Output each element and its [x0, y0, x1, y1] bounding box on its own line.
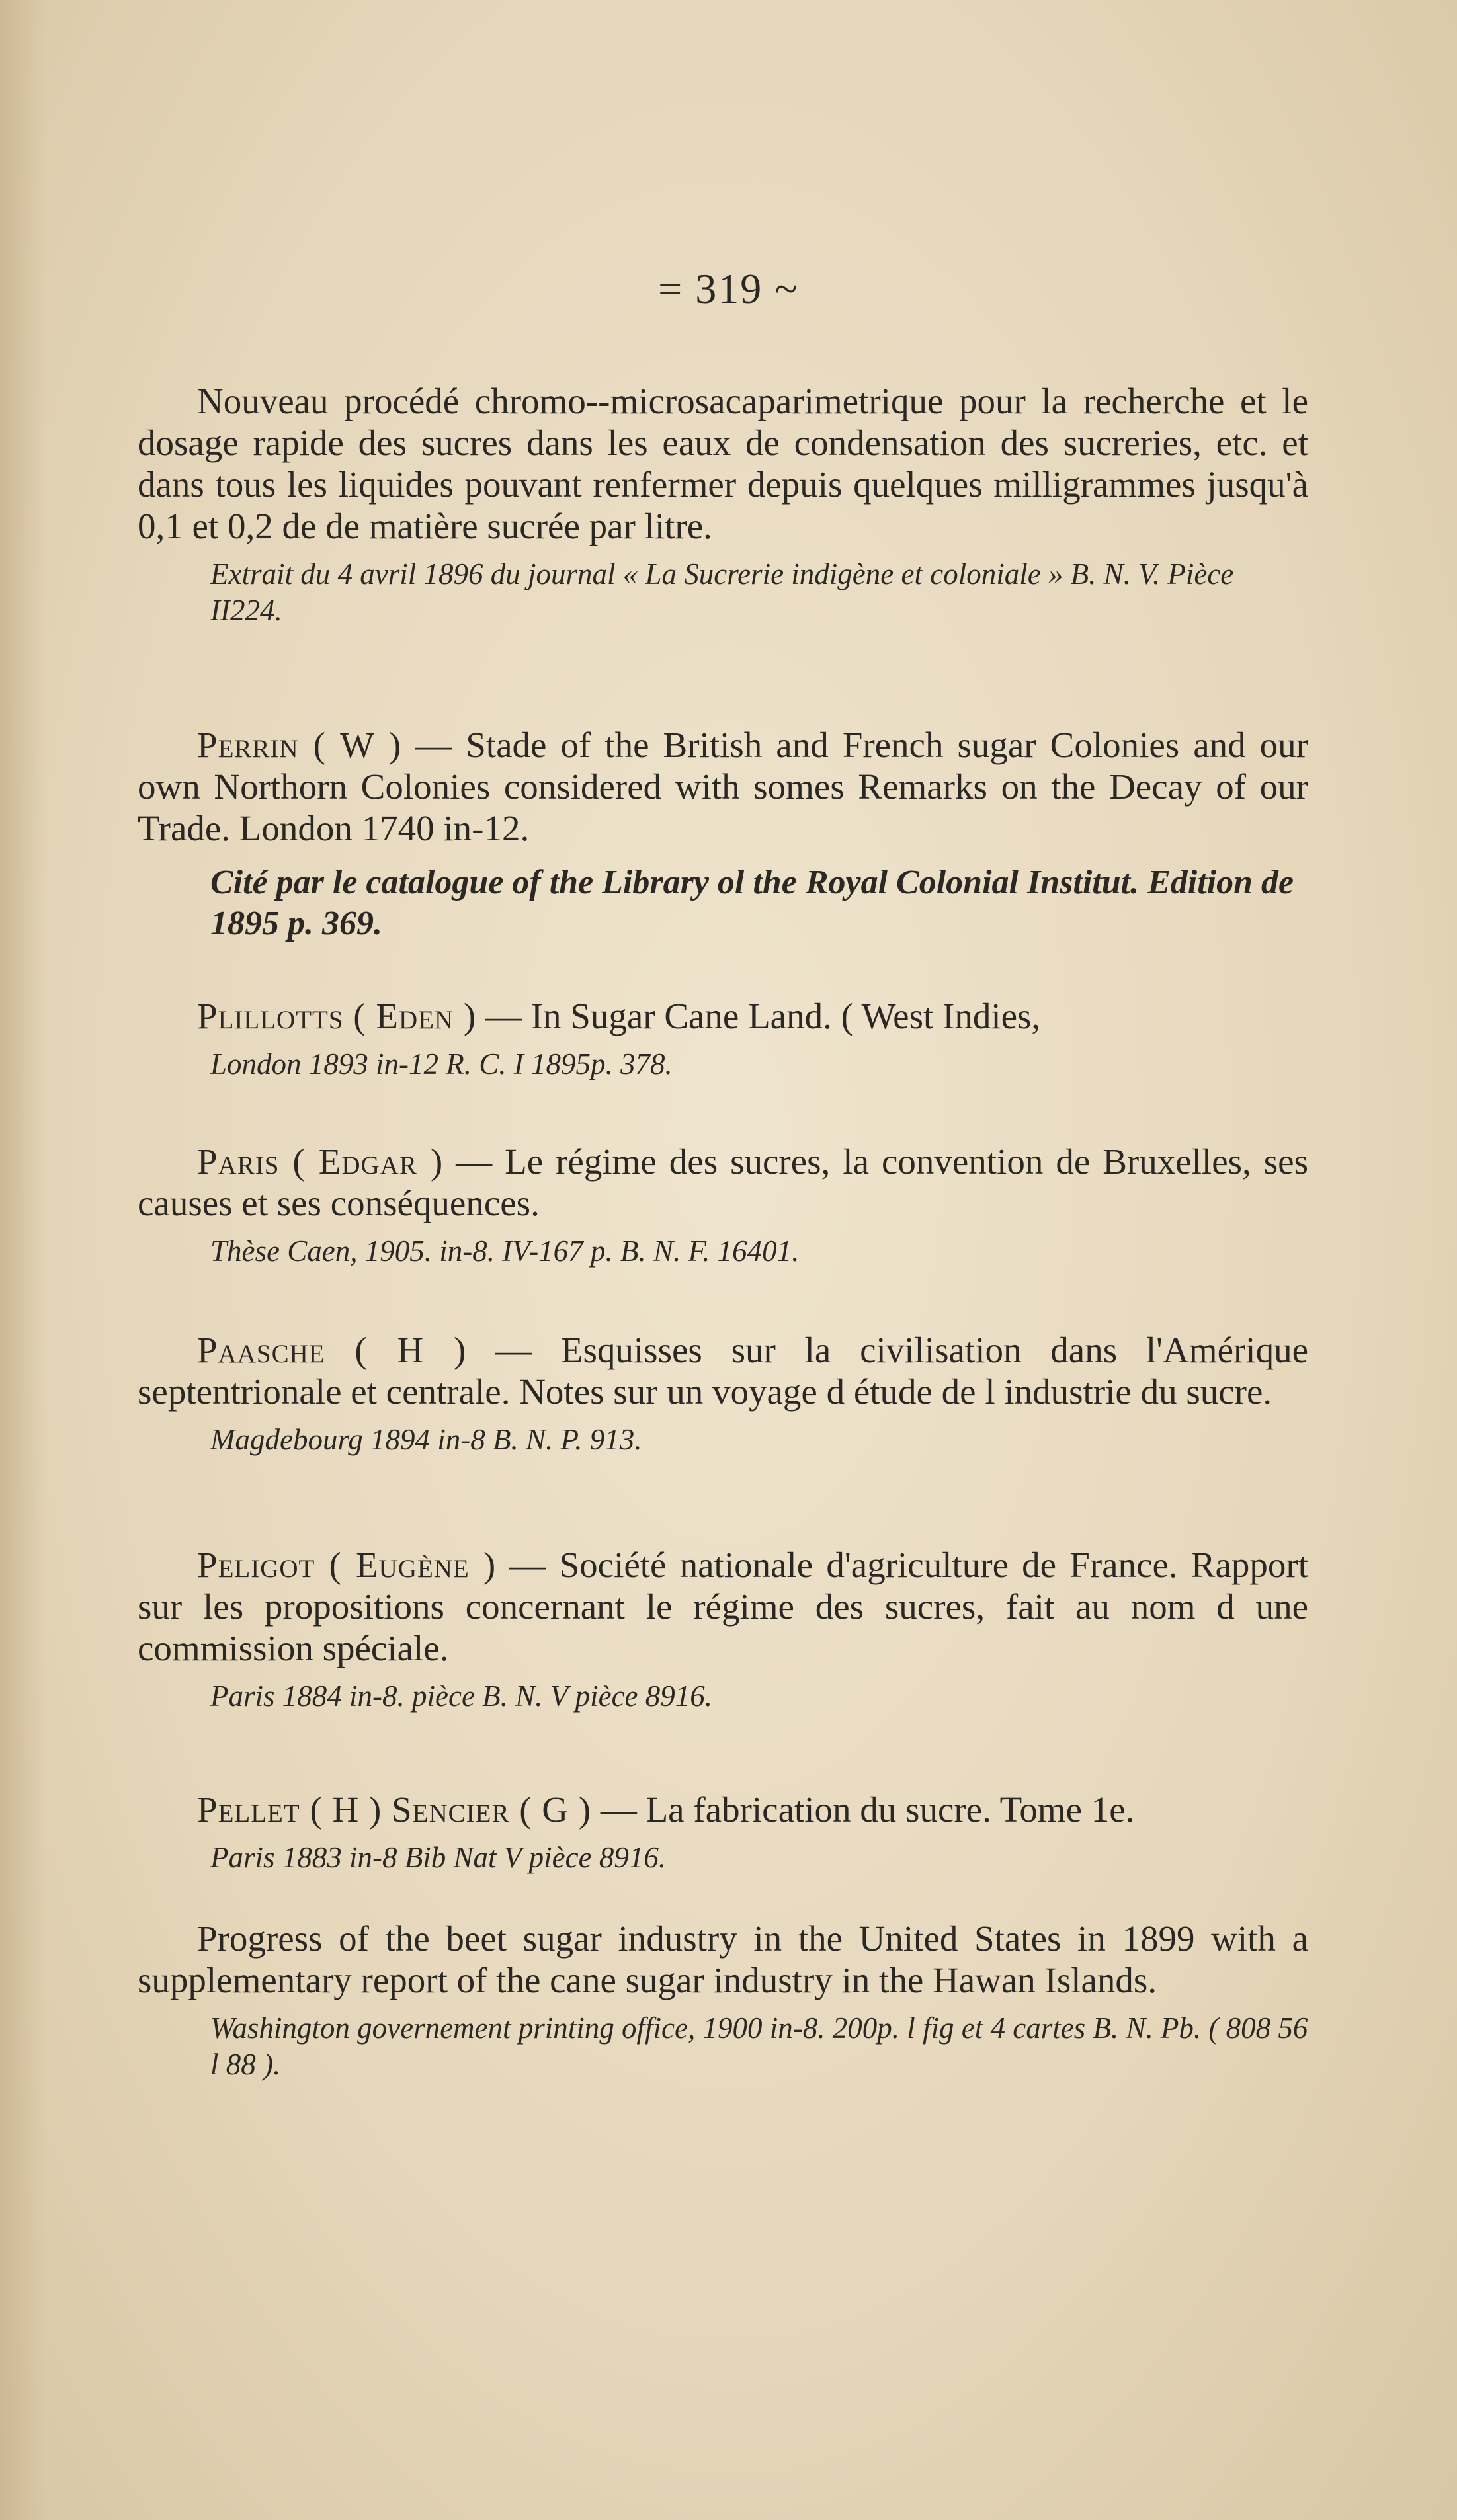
bibliography-entry: [138, 1789, 1308, 1876]
entry-reference: Magdebourg 1894 in-8 B. N. P. 913.: [210, 1423, 642, 1456]
entry-text: Plillotts ( Eden ) — In Sugar Cane Land. ( West Indies,: [197, 996, 1041, 1036]
page-number: = 319 ~: [658, 265, 799, 312]
entry-author: Perrin ( W ): [197, 725, 402, 765]
entry-author: Peligot ( Eugène ): [197, 1545, 497, 1585]
entry-text: Progress of the beet sugar industry in the United States in 1899 with a supplementary report of the cane sugar industry in the Hawan Islands.: [138, 1918, 1308, 2000]
entry-reference: Washington governement printing office, 1900 in-8. 200p. l fig et 4 cartes B. N. Pb. ( 808 56 l 88 ).: [210, 2012, 1308, 2081]
entry-author: Plillotts ( Eden ): [197, 996, 477, 1036]
bibliography-entry: [138, 1141, 1308, 1270]
page-edge-shadow: [0, 0, 46, 2520]
bibliography-entry: [138, 1918, 1308, 2083]
entry-author: Pellet ( H ) Sencier ( G ): [197, 1789, 592, 1830]
entry-text: Peligot ( Eugène ) — Société nationale d'agriculture de France. Rapport sur les propositions concernant le régime des sucres, fait au nom d une commission spéciale.: [138, 1545, 1308, 1668]
bibliography-entry: [138, 1329, 1308, 1458]
bibliography-entry: [138, 724, 1308, 944]
entry-text: Nouveau procédé chromo--microsacaparimetrique pour la recherche et le dosage rapide des sucres dans les eaux de condensation des sucreries, etc. et dans tous les liquides pouvant renfermer depuis quelques milligrammes jusqu'à 0,1 et 0,2 de de matière sucrée par litre.: [138, 381, 1308, 546]
entry-author: Paasche ( H ): [197, 1330, 467, 1370]
entry-author: Paris ( Edgar ): [197, 1141, 444, 1182]
entry-text: Paasche ( H ) — Esquisses sur la civilisation dans l'Amérique septentrionale et centrale. Notes sur un voyage d étude de l industrie du sucre.: [138, 1330, 1308, 1412]
entry-reference: Paris 1884 in-8. pièce B. N. V pièce 8916.: [210, 1680, 713, 1713]
entry-reference: London 1893 in-12 R. C. I 1895p. 378.: [210, 1047, 673, 1080]
bibliography-entry: [138, 995, 1308, 1082]
entry-text: Paris ( Edgar ) — Le régime des sucres, la convention de Bruxelles, ses causes et ses conséquences.: [138, 1141, 1308, 1223]
bibliography-entry: [138, 380, 1308, 629]
entry-reference: Extrait du 4 avril 1896 du journal « La Sucrerie indigène et coloniale » B. N. V. Pièce II224.: [210, 557, 1234, 627]
entry-text: Perrin ( W ) — Stade of the British and French sugar Colonies and our own Northorn Colonies considered with somes Remarks on the Decay of our Trade. London 1740 in-12.: [138, 725, 1308, 848]
entry-text: Pellet ( H ) Sencier ( G ) — La fabrication du sucre. Tome 1e.: [197, 1789, 1135, 1830]
entry-reference: Paris 1883 in-8 Bib Nat V pièce 8916.: [210, 1841, 667, 1874]
entry-reference: Cité par le catalogue of the Library ol the Royal Colonial Institut. Edition de 1895 p. 369.: [210, 864, 1294, 942]
bibliography-entry: [138, 1544, 1308, 1715]
entry-reference: Thèse Caen, 1905. in-8. IV-167 p. B. N. F. 16401.: [210, 1235, 800, 1268]
